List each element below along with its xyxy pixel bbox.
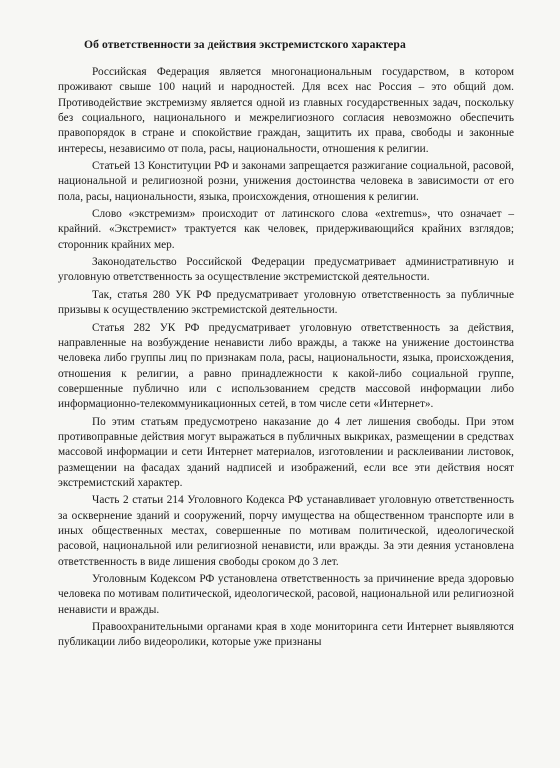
paragraph: Часть 2 статьи 214 Уголовного Кодекса РФ устанавливает уголовную ответственность за осквернение зданий и сооружений, порчу имущества на общественном транспорте или в иных общественных местах, совершенные по мотивам политической, идеологической расовой, национальной или религиозной ненависти, или вражды. За эти деяния установлена ответственность в виде лишения свободы сроком до 3 лет. [58, 494, 514, 568]
paragraph: Слово «экстремизм» происходит от латинского слова «extremus», что означает – крайний. «Экстремист» трактуется как человек, придерживающийся крайних взглядов; сторонник крайних мер. [58, 208, 514, 251]
paragraph: По этим статьям предусмотрено наказание до 4 лет лишения свободы. При этом противоправные действия могут выражаться в публичных выкриках, размещении в средствах массовой информации и сети Интернет материалов, изготовлении и расклеивании листовок, размещении на фасадах зданий надписей и изображений, если все эти действия носят экстремистский характер. [58, 415, 514, 489]
paragraph: Так, статья 280 УК РФ предусматривает уголовную ответственность за публичные призывы к осуществлению экстремистской деятельности. [58, 288, 514, 317]
paragraph: Статья 282 УК РФ предусматривает уголовную ответственность за действия, направленные на возбуждение ненависти либо вражды, а также на унижение достоинства человека либо группы лиц по признакам пола, расы, национальности, языка, происхождения, отношения к религии, а равно принадлежности к какой-либо социальной группе, совершенные публично или с использованием средств массовой информации либо информационно-телекоммуникационных сетей, в том числе сети «Интернет». [58, 321, 514, 411]
paragraph: Законодательство Российской Федерации предусматривает административную и уголовную ответственность за осуществление экстремистской деятельности. [58, 256, 514, 284]
paragraph: Российская Федерация является многонациональным государством, в котором проживают свыше 100 наций и народностей. Для всех нас Россия – это общий дом. Противодействие экстремизму является одной из главных государственных задач, поскольку без социального, национального и межрелигиозного согласия невозможно обеспечить правопорядок в стране и спокойствие граждан, защитить их права, свободы и законные интересы, независимо от пола, расы, национальности, отношения к религии. [58, 66, 514, 155]
paragraph: Статьей 13 Конституции РФ и законами запрещается разжигание социальной, расовой, национальной и религиозной розни, унижения достоинства человека в зависимости от его пола, расы, национальности, языка, происхождения, отношения к религии. [58, 160, 514, 203]
document-body [58, 65, 514, 651]
paragraph: Уголовным Кодексом РФ установлена ответственность за причинение вреда здоровью человека по мотивам политической, идеологической, расовой, национальной или религиозной ненависти и вражды. [58, 573, 514, 616]
paragraph: Правоохранительными органами края в ходе мониторинга сети Интернет выявляются публикации либо видеоролики, которые уже признаны [58, 621, 514, 649]
document-title: Об ответственности за действия экстремистского характера [84, 38, 406, 51]
